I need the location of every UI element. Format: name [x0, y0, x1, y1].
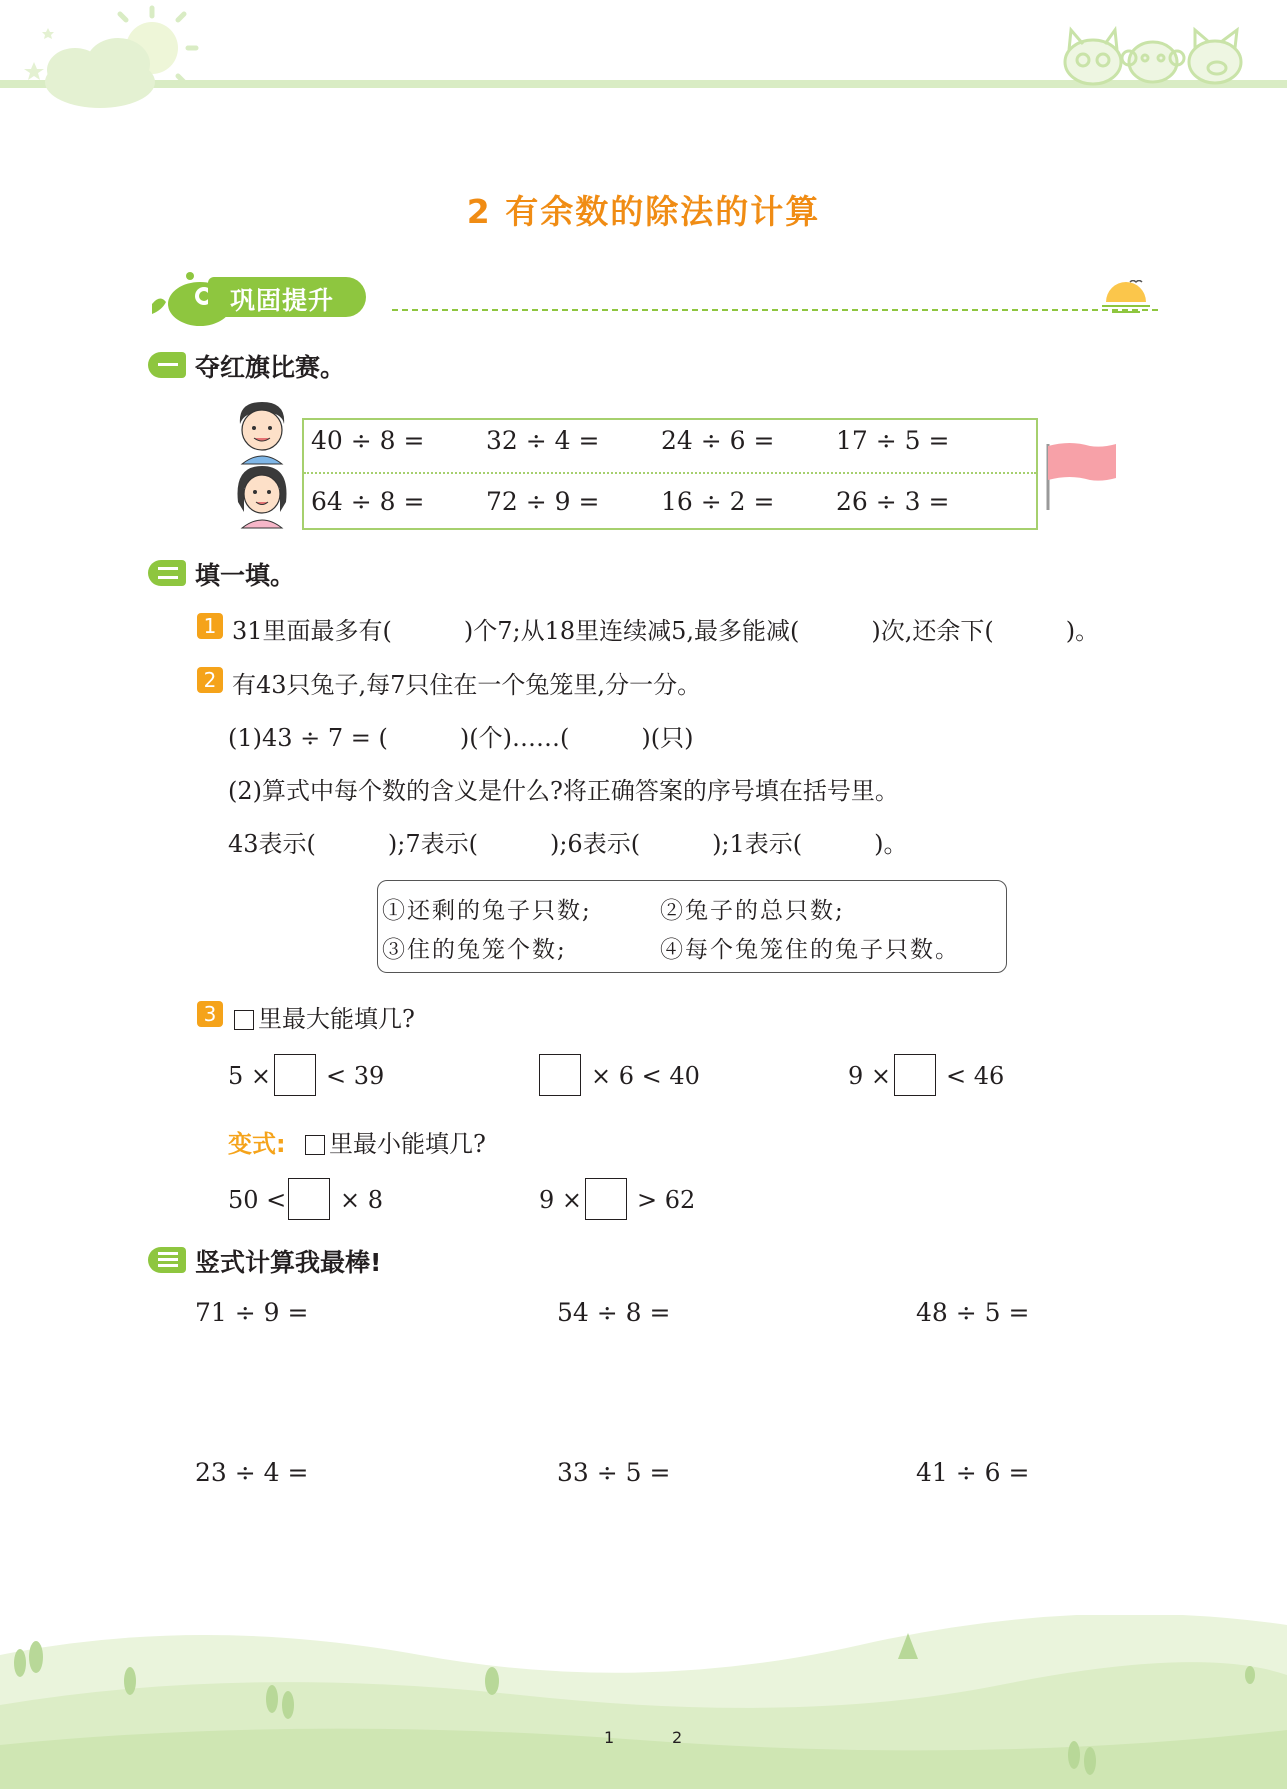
- division-problem: 71 ÷ 9 =: [195, 1298, 309, 1327]
- page-number-left: 1: [604, 1728, 615, 1747]
- division-problem: 23 ÷ 4 =: [195, 1458, 309, 1487]
- answer-box[interactable]: [274, 1054, 316, 1096]
- option-2: ②兔子的总只数;: [660, 898, 845, 924]
- equation: 40 ÷ 8 =: [311, 426, 425, 455]
- blank-box-icon: [305, 1135, 325, 1155]
- question-number: 3: [197, 1001, 223, 1027]
- option-1: ①还剩的兔子只数;: [382, 898, 592, 924]
- sunset-icon: [1100, 280, 1160, 322]
- question-number: 1: [197, 613, 223, 639]
- question-2-sub3: 43表示( );7表示( );6表示( );1表示( )。: [228, 830, 908, 858]
- section-2-title: 填一填。: [195, 561, 296, 590]
- equation: 24 ÷ 6 =: [661, 426, 775, 455]
- equation: 16 ÷ 2 =: [661, 487, 775, 516]
- section-2-badge: [148, 560, 186, 586]
- question-2-text: 有43只兔子,每7只住在一个兔笼里,分一分。: [232, 671, 702, 699]
- question-2-sub2: (2)算式中每个数的含义是什么?将正确答案的序号填在括号里。: [228, 777, 899, 805]
- division-problem: 48 ÷ 5 =: [916, 1298, 1030, 1327]
- inequality-right: < 39: [326, 1062, 385, 1090]
- cloud-icon: [45, 38, 155, 108]
- inequality-right: < 46: [946, 1062, 1005, 1090]
- equation: 26 ÷ 3 =: [836, 487, 950, 516]
- cat-face-icon: [1065, 30, 1121, 84]
- monkey-face-icon: [1122, 42, 1184, 82]
- animal-faces-decoration: [1055, 22, 1255, 87]
- division-problem: 41 ÷ 6 =: [916, 1458, 1030, 1487]
- variant-label: 变式:: [228, 1130, 286, 1158]
- equation: 32 ÷ 4 =: [486, 426, 600, 455]
- question-2-sub1: (1)43 ÷ 7 = ( )(个)……( )(只): [228, 724, 694, 752]
- option-3: ③住的兔笼个数;: [382, 937, 567, 963]
- blank-box-icon: [234, 1010, 254, 1030]
- section-1-badge: [148, 352, 186, 378]
- option-4: ④每个兔笼住的兔子只数。: [660, 937, 960, 963]
- sun-cloud-decoration: [0, 0, 210, 115]
- banner-dashed-line: [392, 309, 1158, 311]
- inequality-left: 5 ×: [228, 1062, 272, 1090]
- division-problem: 54 ÷ 8 =: [557, 1298, 671, 1327]
- page-title: 2 有余数的除法的计算: [466, 192, 821, 231]
- equation: 72 ÷ 9 =: [486, 487, 600, 516]
- inequality-right: > 62: [637, 1186, 696, 1214]
- boy-avatar: [232, 398, 292, 466]
- answer-box[interactable]: [288, 1178, 330, 1220]
- page-number-right: 2: [672, 1728, 683, 1747]
- section-3-badge: [148, 1247, 186, 1273]
- inequality-right: × 6 < 40: [591, 1062, 700, 1090]
- section-banner: [150, 270, 400, 330]
- question-number: 2: [197, 667, 223, 693]
- question-1-text: 31里面最多有( )个7;从18里连续减5,最多能减( )次,还余下( )。: [232, 617, 1100, 645]
- variant-text: 里最小能填几?: [305, 1124, 486, 1159]
- inequality-left: 9 ×: [848, 1062, 892, 1090]
- inequality-right: × 8: [340, 1186, 384, 1214]
- equation: 64 ÷ 8 =: [311, 487, 425, 516]
- red-flag-icon: [1040, 440, 1120, 514]
- question-3-text: 里最大能填几?: [234, 999, 415, 1034]
- race-table-divider: [304, 472, 1036, 474]
- pig-face-icon: [1189, 30, 1241, 83]
- inequality-left: 9 ×: [539, 1186, 583, 1214]
- banner-label: 巩固提升: [230, 286, 335, 315]
- answer-box[interactable]: [539, 1054, 581, 1096]
- section-1-title: 夺红旗比赛。: [195, 353, 346, 382]
- equation: 17 ÷ 5 =: [836, 426, 950, 455]
- answer-box[interactable]: [894, 1054, 936, 1096]
- division-problem: 33 ÷ 5 =: [557, 1458, 671, 1487]
- girl-avatar: [232, 462, 292, 530]
- inequality-left: 50 <: [228, 1186, 287, 1214]
- section-3-title: 竖式计算我最棒!: [195, 1248, 382, 1277]
- answer-box[interactable]: [585, 1178, 627, 1220]
- hills-decoration: [0, 1615, 1287, 1789]
